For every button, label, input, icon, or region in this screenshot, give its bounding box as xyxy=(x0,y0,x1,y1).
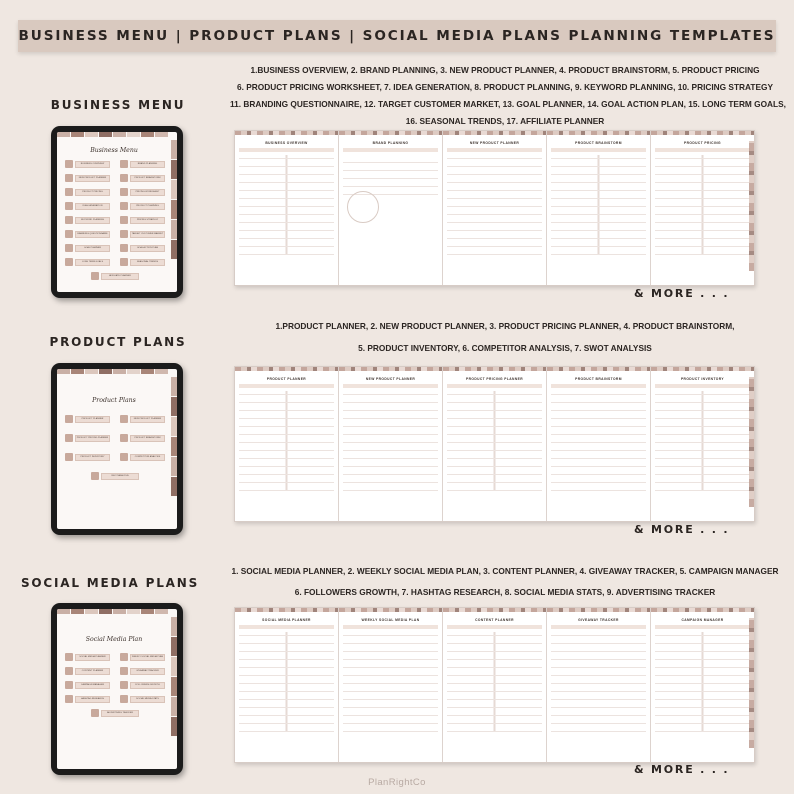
planner-page xyxy=(339,608,443,762)
menu-item-label: CONTENT PLANNER xyxy=(75,668,110,675)
page-strip-business-menu xyxy=(234,130,755,286)
menu-item-label: PRODUCT INVENTORY xyxy=(75,454,110,461)
menu-item-label: TARGET CUSTOMER MARKET xyxy=(130,231,165,238)
menu-item-label: NEW PRODUCT PLANNER xyxy=(130,416,165,423)
menu-item[interactable] xyxy=(120,188,165,196)
menu-item-label: PRICING STRATEGY xyxy=(130,217,165,224)
planner-page xyxy=(651,131,754,285)
menu-item-icon xyxy=(65,681,73,689)
description-line: 11. BRANDING QUESTIONNAIRE, 12. TARGET CUSTOMER MARKET, 13. GOAL PLANNER, 14. GOAL ACTION PLAN, 15. LONG TERM GOALS, xyxy=(230,99,786,109)
menu-item[interactable] xyxy=(120,258,165,266)
page-title: NEW PRODUCT PLANNER xyxy=(365,377,416,381)
menu-item[interactable] xyxy=(65,653,110,661)
menu-item-label: PRODUCT PLANNING xyxy=(130,203,165,210)
menu-item[interactable] xyxy=(65,695,110,703)
menu-item[interactable] xyxy=(120,653,165,661)
menu-item[interactable] xyxy=(120,160,165,168)
planner-page xyxy=(651,367,754,521)
menu-item[interactable] xyxy=(65,230,110,238)
menu-item-label: SEASONAL TRENDS xyxy=(130,259,165,266)
planner-page xyxy=(547,608,651,762)
menu-item[interactable] xyxy=(120,202,165,210)
menu-item-label: GOAL ACTION PLAN xyxy=(130,245,165,252)
top-tabs xyxy=(57,609,169,614)
planner-page xyxy=(235,608,339,762)
menu-item-icon xyxy=(120,681,128,689)
menu-item-label: PRODUCT PLANNER xyxy=(75,416,110,423)
description-line: 1.BUSINESS OVERVIEW, 2. BRAND PLANNING, 3. NEW PRODUCT PLANNER, 4. PRODUCT BRAINSTORM, 5. PRODUCT PRICING xyxy=(250,65,760,75)
menu-item-label: LONG TERM GOALS xyxy=(75,259,110,266)
menu-item-icon xyxy=(120,434,128,442)
tablet-screen xyxy=(57,369,177,529)
page-title: BRAND PLANNING xyxy=(372,141,409,145)
menu-item-label: BRAND PLANNING xyxy=(130,161,165,168)
menu-item[interactable] xyxy=(65,244,110,252)
description-line: 5. PRODUCT INVENTORY, 6. COMPETITOR ANALYSIS, 7. SWOT ANALYSIS xyxy=(358,343,652,353)
menu-title: Product Plans xyxy=(92,397,136,404)
page-title: GIVEAWAY TRACKER xyxy=(578,618,619,622)
menu-item-icon xyxy=(65,653,73,661)
menu-item-label: NEW PRODUCT PLANNER xyxy=(75,175,110,182)
menu-item-icon xyxy=(120,667,128,675)
description-line: 6. FOLLOWERS GROWTH, 7. HASHTAG RESEARCH, 8. SOCIAL MEDIA STATS, 9. ADVERTISING TRACKER xyxy=(294,587,716,597)
page-title: PRODUCT PRICING xyxy=(684,141,721,145)
menu-item[interactable] xyxy=(120,681,165,689)
menu-item-icon xyxy=(120,653,128,661)
menu-item[interactable] xyxy=(120,453,165,461)
menu-item[interactable] xyxy=(65,160,110,168)
planner-page xyxy=(235,131,339,285)
menu-item[interactable] xyxy=(65,188,110,196)
menu-item[interactable] xyxy=(65,453,110,461)
menu-item-label: GOAL PLANNER xyxy=(75,245,110,252)
menu-item-icon xyxy=(91,472,99,480)
menu-item-icon xyxy=(65,434,73,442)
menu-item-icon xyxy=(120,258,128,266)
menu-item-icon xyxy=(65,258,73,266)
menu-item[interactable] xyxy=(91,472,139,480)
menu-item[interactable] xyxy=(65,258,110,266)
description-line: 6. PRODUCT PRICING WORKSHEET, 7. IDEA GENERATION, 8. PRODUCT PLANNING, 9. KEYWORD PLANNING, 10. PRICING STRATEGY xyxy=(237,82,773,92)
menu-item-icon xyxy=(65,188,73,196)
description-product-plans xyxy=(230,318,780,357)
more-label: & MORE . . . xyxy=(634,763,730,776)
menu-item-label: PRODUCT PRICING PLANNER xyxy=(75,435,110,442)
menu-item-icon xyxy=(65,174,73,182)
menu-item[interactable] xyxy=(65,415,110,423)
page-title: SOCIAL MEDIA PLANNER xyxy=(262,618,311,622)
menu-grid xyxy=(65,160,165,286)
more-label: & MORE . . . xyxy=(634,287,730,300)
menu-item-icon xyxy=(65,216,73,224)
menu-item-icon xyxy=(65,415,73,423)
menu-item-icon xyxy=(65,202,73,210)
page-title: NEW PRODUCT PLANNER xyxy=(469,141,520,145)
menu-item-label: PRODUCT PRICING xyxy=(75,189,110,196)
circle-diagram xyxy=(347,191,379,223)
menu-item[interactable] xyxy=(91,709,139,717)
menu-item-icon xyxy=(65,667,73,675)
tablet-screen xyxy=(57,609,177,769)
planner-page xyxy=(235,367,339,521)
menu-item[interactable] xyxy=(120,415,165,423)
menu-item-icon xyxy=(120,230,128,238)
menu-item-label: PRODUCT BRAINSTORM xyxy=(130,435,165,442)
menu-item[interactable] xyxy=(65,667,110,675)
tablet-screen xyxy=(57,132,177,292)
more-label: & MORE . . . xyxy=(634,523,730,536)
menu-item[interactable] xyxy=(120,434,165,442)
menu-item[interactable] xyxy=(91,272,139,280)
planner-page xyxy=(547,367,651,521)
menu-grid xyxy=(65,415,165,486)
banner-title: BUSINESS MENU | PRODUCT PLANS | SOCIAL MEDIA PLANS PLANNING TEMPLATES xyxy=(18,28,776,44)
page-strip-social-media-plans xyxy=(234,607,755,763)
planner-page xyxy=(339,367,443,521)
menu-grid xyxy=(65,653,165,723)
planner-page xyxy=(443,367,547,521)
menu-item[interactable] xyxy=(120,216,165,224)
description-business-menu xyxy=(230,62,786,130)
menu-item-label: IDEA GENERATION xyxy=(75,203,110,210)
menu-item-icon xyxy=(120,188,128,196)
tablet-product-plans xyxy=(51,363,183,535)
page-title: BUSINESS OVERVIEW xyxy=(265,141,308,145)
page-title: PRODUCT BRAINSTORM xyxy=(575,141,622,145)
menu-item-label: SWOT ANALYSIS xyxy=(101,473,139,480)
side-tabs xyxy=(171,140,177,260)
menu-item-label: SOCIAL MEDIA STATS xyxy=(130,696,165,703)
menu-item-icon xyxy=(120,174,128,182)
menu-item-icon xyxy=(65,230,73,238)
side-tabs xyxy=(171,377,177,497)
description-line: 1.PRODUCT PLANNER, 2. NEW PRODUCT PLANNER, 3. PRODUCT PRICING PLANNER, 4. PRODUCT BRAINSTORM, xyxy=(275,321,735,331)
planner-page xyxy=(443,131,547,285)
page-title: CONTENT PLANNER xyxy=(475,618,514,622)
menu-item-icon xyxy=(120,216,128,224)
menu-item-icon xyxy=(91,272,99,280)
menu-item-label: BRANDING QUESTIONNAIRE xyxy=(75,231,110,238)
menu-item-label: COMPETITOR ANALYSIS xyxy=(130,454,165,461)
menu-item-label: SOCIAL MEDIA PLANNER xyxy=(75,654,110,661)
brand-watermark: PlanRightCo xyxy=(368,777,426,788)
menu-item[interactable] xyxy=(120,667,165,675)
menu-item-label: ADVERTISING TRACKER xyxy=(101,710,139,717)
section-title-social-media-plans: SOCIAL MEDIA PLANS xyxy=(20,576,200,590)
top-tabs xyxy=(57,369,169,374)
menu-item[interactable] xyxy=(65,681,110,689)
page-title: PRODUCT PLANNER xyxy=(266,377,307,381)
menu-item[interactable] xyxy=(120,244,165,252)
menu-item-label: GIVEAWAY TRACKER xyxy=(130,668,165,675)
description-line: 1. SOCIAL MEDIA PLANNER, 2. WEEKLY SOCIAL MEDIA PLAN, 3. CONTENT PLANNER, 4. GIVEAWAY TRACKER, 5. CAMPAIGN MANAGER xyxy=(231,566,779,576)
tablet-business-menu xyxy=(51,126,183,298)
menu-item-icon xyxy=(65,160,73,168)
section-title-business-menu: BUSINESS MENU xyxy=(50,98,186,112)
page-title: CAMPAIGN MANAGER xyxy=(681,618,724,622)
menu-item-icon xyxy=(120,415,128,423)
top-tabs xyxy=(57,132,169,137)
planner-page xyxy=(547,131,651,285)
planner-page xyxy=(651,608,754,762)
page-title: PRODUCT PRICING PLANNER xyxy=(465,377,523,381)
menu-item[interactable] xyxy=(65,202,110,210)
menu-item[interactable] xyxy=(120,230,165,238)
menu-item-label: WEEKLY SOCIAL MEDIA PLAN xyxy=(130,654,165,661)
planner-page xyxy=(443,608,547,762)
page-strip-product-plans xyxy=(234,366,755,522)
menu-title: Business Menu xyxy=(90,147,138,154)
menu-item-icon xyxy=(91,709,99,717)
planner-page xyxy=(339,131,443,285)
menu-item[interactable] xyxy=(120,174,165,182)
menu-item-label: PRICING WORKSHEET xyxy=(130,189,165,196)
menu-item-icon xyxy=(65,695,73,703)
menu-item[interactable] xyxy=(120,695,165,703)
menu-item-label: PRODUCT BRAINSTORM xyxy=(130,175,165,182)
menu-item-icon xyxy=(65,244,73,252)
menu-item-icon xyxy=(120,160,128,168)
tablet-social-media-plans xyxy=(51,603,183,775)
menu-item-icon xyxy=(120,695,128,703)
menu-item[interactable] xyxy=(65,216,110,224)
description-line: 16. SEASONAL TRENDS, 17. AFFILIATE PLANNER xyxy=(405,116,605,126)
header-banner xyxy=(18,20,776,52)
page-title: WEEKLY SOCIAL MEDIA PLAN xyxy=(361,618,420,622)
menu-item-label: CAMPAIGN MANAGER xyxy=(75,682,110,689)
menu-item-label: AFFILIATE PLANNER xyxy=(101,273,139,280)
menu-item-icon xyxy=(120,244,128,252)
page-title: PRODUCT INVENTORY xyxy=(680,377,725,381)
menu-item-label: HASHTAG RESEARCH xyxy=(75,696,110,703)
menu-item[interactable] xyxy=(65,434,110,442)
menu-item-label: BUSINESS OVERVIEW xyxy=(75,161,110,168)
section-title-product-plans: PRODUCT PLANS xyxy=(49,335,187,349)
menu-item-label: FOLLOWERS GROWTH xyxy=(130,682,165,689)
menu-item-icon xyxy=(120,202,128,210)
description-social-media-plans xyxy=(230,563,780,601)
side-tabs xyxy=(171,617,177,737)
menu-item[interactable] xyxy=(65,174,110,182)
page-title: PRODUCT BRAINSTORM xyxy=(575,377,622,381)
menu-item-icon xyxy=(65,453,73,461)
menu-item-icon xyxy=(120,453,128,461)
menu-item-label: KEYWORD PLANNING xyxy=(75,217,110,224)
menu-title: Social Media Plan xyxy=(85,636,143,643)
